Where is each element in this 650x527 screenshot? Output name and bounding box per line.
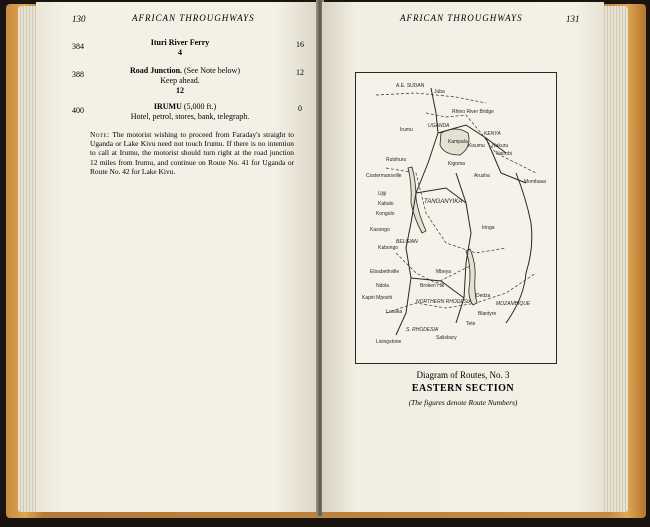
entry-details: Hotel, petrol, stores, bank, telegraph. [130, 112, 250, 121]
map-label-tanganyika: TANGANYIKA [424, 199, 463, 205]
map-label-mozambique: MOZAMBIQUE [496, 301, 531, 307]
entry-distance: 16 [296, 40, 304, 49]
map-label-kabongo: Kabongo [378, 245, 399, 251]
map-label-kasongo: Kasongo [370, 227, 390, 233]
map-label-livingstone: Livingstone [376, 339, 402, 345]
route-note [90, 130, 294, 176]
entry-mileage: 388 [72, 70, 84, 79]
entry-distance: 12 [296, 68, 304, 77]
right-page-number: 131 [566, 14, 580, 24]
note-text: The motorist wishing to proceed from Faraday's straight to Uganda or Lake Kivu need not touch Irumu. If there is no intention to call at Irumu, the motorist should turn right at the road junction 12 miles from Irumu, and continue on Route No. 41 for Uganda or Route No. 42 for Lake Kivu. [90, 130, 295, 176]
left-page-number: 130 [72, 14, 86, 24]
map-label-lusaka: Lusaka [386, 309, 403, 315]
map-label-irumu: Irumu [400, 127, 413, 133]
map-label-mbeya: Mbeya [436, 269, 452, 275]
map-label-kabalo: Kabalo [378, 201, 394, 207]
map-label-broken-hill: Broken Hill [420, 283, 445, 289]
map-label-arusha: Arusha [474, 173, 490, 179]
map-label-belgian: BELGIAN [396, 239, 418, 245]
map-label-juba: Juba [434, 89, 445, 95]
route-map-drawing [356, 73, 556, 363]
map-label-kenya: KENYA [484, 131, 501, 137]
entry-place-note: (See Note below) [184, 66, 240, 75]
entry-place-note: (5,000 ft.) [183, 102, 217, 111]
entry-route: 4 [178, 48, 182, 57]
map-caption-note: (The figures denote Route Numbers) [408, 398, 518, 407]
map-label-sudan: A.E. SUDAN [396, 83, 425, 89]
entry-place-line [110, 102, 260, 112]
map-label-mombasa: Mombasa [524, 179, 546, 185]
entry-place-line [110, 66, 260, 76]
map-label-n-rhodesia: NORTHERN RHODESIA [416, 299, 472, 305]
map-label-s-rhodesia: S. RHODESIA [406, 327, 439, 333]
map-label-rhino: Rhino River Bridge [452, 109, 494, 115]
map-caption-title: Diagram of Routes, No. 3 [416, 370, 510, 380]
entry-route: 12 [176, 86, 184, 95]
sudan-border [376, 93, 486, 103]
entry-instruction: Keep ahead. [160, 76, 200, 85]
map-label-kongolo: Kongolo [376, 211, 395, 217]
entry-distance: 0 [298, 104, 302, 113]
map-label-tete: Tete [466, 321, 476, 327]
map-label-blantyre: Blantyre [478, 311, 497, 317]
left-running-head: AFRICAN THROUGHWAYS [132, 13, 255, 23]
entry-place: Ituri River Ferry [150, 38, 210, 47]
map-label-ujiji: Ujiji [378, 191, 387, 197]
map-label-uganda: UGANDA [428, 123, 450, 129]
entry-mileage: 384 [72, 42, 84, 51]
map-label-kampala: Kampala [448, 139, 468, 145]
route-map [355, 72, 557, 364]
entry-place: IRUMU [153, 102, 182, 111]
right-running-head: AFRICAN THROUGHWAYS [400, 13, 523, 23]
entry-mileage: 400 [72, 106, 84, 115]
map-label-elisabethville: Elisabethville [370, 269, 400, 275]
map-label-dedza: Dedza [476, 293, 491, 299]
map-label-nairobi: Nairobi [496, 151, 512, 157]
map-caption-section: EASTERN SECTION [411, 383, 515, 394]
map-label-nakuru: Nakuru [492, 143, 509, 149]
entry-place: Road Junction. [130, 66, 183, 75]
note-label: Note: [90, 130, 110, 139]
map-label-kigoma: Kigoma [448, 161, 465, 167]
map-label-kisumu: Kisumu [468, 143, 485, 149]
map-label-kapiri: Kapiri Mposhi [362, 295, 393, 301]
map-label-costermansville: Costermansville [366, 173, 402, 179]
map-label-iringa: Iringa [482, 225, 495, 231]
map-label-salisbury: Salisbury [436, 335, 457, 341]
map-label-ndola: Ndola [376, 283, 390, 289]
map-label-rutshuru: Rutshuru [386, 157, 407, 163]
